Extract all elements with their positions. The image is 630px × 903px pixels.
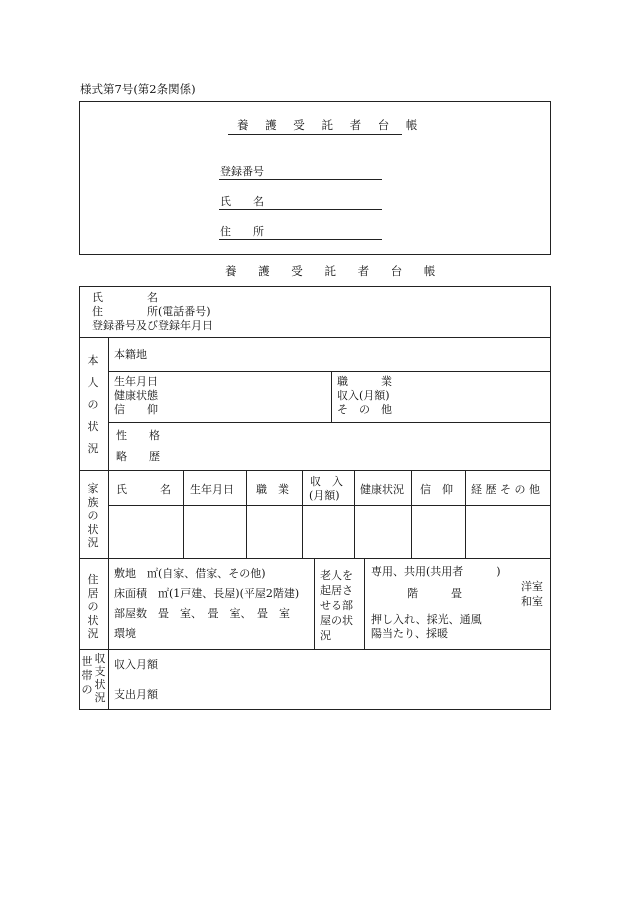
self-section-label bbox=[87, 350, 99, 460]
family-header-birthdate: 生年月日 bbox=[190, 483, 234, 496]
col-divider bbox=[411, 470, 412, 558]
japanese-room-label: 和室 bbox=[521, 595, 543, 608]
environment-label: 環境 bbox=[114, 627, 136, 640]
row-divider bbox=[108, 422, 551, 423]
storage-label: 押し入れ、採光、通風 bbox=[371, 613, 482, 626]
income-label: 収入(月額) bbox=[337, 389, 390, 402]
housing-label-char: の bbox=[87, 600, 99, 613]
col-divider bbox=[302, 470, 303, 558]
elder-room-label-line: せる部 bbox=[320, 599, 353, 612]
sun-label: 陽当たり、採暖 bbox=[371, 627, 448, 640]
col-divider bbox=[465, 470, 466, 558]
family-label-char: 況 bbox=[87, 536, 99, 549]
family-header-health: 健康状況 bbox=[360, 483, 404, 496]
cover-field-registration-label: 登録番号 bbox=[220, 165, 264, 178]
family-label-char: 状 bbox=[87, 522, 99, 536]
household-label-char: 況 bbox=[94, 691, 106, 704]
family-label-char: 族 bbox=[87, 495, 99, 509]
household-label-char: 支 bbox=[94, 665, 106, 678]
household-label-char: の bbox=[81, 683, 93, 696]
housing-section-label bbox=[87, 573, 99, 641]
elder-room-label-line: 況 bbox=[320, 629, 331, 642]
personality-label: 性 格 bbox=[116, 429, 160, 442]
housing-label-char: 状 bbox=[87, 613, 99, 627]
household-label-char: 世 bbox=[81, 655, 93, 668]
household-label-right bbox=[94, 652, 106, 704]
rooms-label: 部屋数 畳 室、 畳 室、 畳 室 bbox=[114, 607, 290, 620]
household-label-char: 収 bbox=[94, 652, 106, 665]
sheet-title: 養 護 受 託 者 台 帳 bbox=[225, 264, 445, 278]
name-label: 氏 名 bbox=[92, 291, 158, 304]
section-label-divider bbox=[108, 649, 109, 710]
occupation-label: 職 業 bbox=[337, 375, 392, 388]
self-label-char: 本 bbox=[87, 354, 99, 367]
col-divider bbox=[354, 470, 355, 558]
section-label-divider bbox=[108, 470, 109, 558]
usage-label: 専用、共用(共用者 ) bbox=[371, 565, 501, 578]
row-divider bbox=[79, 558, 551, 559]
col-divider bbox=[364, 558, 365, 649]
row-divider bbox=[79, 649, 551, 650]
row-divider bbox=[108, 371, 551, 372]
family-header-name: 氏 名 bbox=[116, 483, 171, 496]
household-label-char: 帯 bbox=[81, 669, 93, 682]
row-divider bbox=[79, 470, 551, 471]
elder-room-label-line: 屋の状 bbox=[320, 614, 353, 627]
address-label: 住 所(電話番号) bbox=[92, 305, 211, 318]
family-header-income-monthly: (月額) bbox=[309, 489, 340, 502]
self-label-char: 人 bbox=[87, 376, 99, 389]
history-label: 略 歴 bbox=[116, 450, 160, 463]
cover-title: 養 護 受 託 者 台 帳 bbox=[237, 118, 424, 132]
self-label-char: 状 bbox=[87, 420, 99, 433]
elder-room-label-line: 老人を bbox=[320, 569, 353, 582]
col-divider bbox=[331, 371, 332, 422]
family-header-occupation: 職 業 bbox=[256, 483, 289, 496]
household-label-char: 状 bbox=[94, 678, 106, 691]
floor-tatami-label: 階 畳 bbox=[407, 587, 462, 600]
section-label-divider bbox=[108, 337, 109, 470]
row-divider bbox=[108, 505, 551, 506]
col-divider bbox=[183, 470, 184, 558]
form-label: 様式第7号(第2条関係) bbox=[80, 82, 196, 96]
family-header-income: 収 入 bbox=[310, 475, 343, 488]
registration-label: 登録番号及び登録年月日 bbox=[92, 319, 213, 332]
housing-label-char: 況 bbox=[87, 627, 99, 640]
elder-room-label bbox=[320, 568, 353, 643]
other-label: そ の 他 bbox=[337, 403, 392, 416]
domicile-label: 本籍地 bbox=[114, 348, 147, 361]
cover-title-underline bbox=[228, 134, 402, 135]
family-label-char: 家 bbox=[87, 482, 99, 495]
income-monthly-label: 収入月額 bbox=[114, 658, 158, 671]
col-divider bbox=[314, 558, 315, 649]
row-divider bbox=[79, 337, 551, 338]
site-area-label: 敷地 ㎡(自家、借家、その他) bbox=[114, 567, 266, 580]
birthdate-label: 生年月日 bbox=[114, 375, 158, 388]
cover-field-address-label: 住 所 bbox=[220, 225, 264, 238]
floor-area-label: 床面積 ㎡(1戸建、長屋)(平屋2階建) bbox=[114, 587, 300, 600]
col-divider bbox=[246, 470, 247, 558]
family-section-label bbox=[87, 482, 99, 550]
cover-field-registration-input[interactable] bbox=[219, 179, 382, 180]
household-label-left bbox=[81, 655, 93, 697]
family-label-char: の bbox=[87, 509, 99, 522]
elder-room-label-line: 起居さ bbox=[320, 584, 353, 597]
cover-field-name-label: 氏 名 bbox=[220, 195, 264, 208]
western-room-label: 洋室 bbox=[521, 580, 543, 593]
cover-field-address-input[interactable] bbox=[219, 239, 382, 240]
family-header-other: 経 歴 そ の 他 bbox=[471, 483, 540, 496]
cover-field-name-input[interactable] bbox=[219, 209, 382, 210]
expense-monthly-label: 支出月額 bbox=[114, 688, 158, 701]
housing-label-char: 居 bbox=[87, 586, 99, 600]
self-label-char: の bbox=[87, 398, 99, 411]
health-label: 健康状態 bbox=[114, 389, 158, 402]
self-label-char: 況 bbox=[87, 442, 99, 455]
religion-label: 信 仰 bbox=[114, 403, 158, 416]
family-header-religion: 信 仰 bbox=[420, 483, 453, 496]
housing-label-char: 住 bbox=[87, 573, 99, 586]
section-label-divider bbox=[108, 558, 109, 649]
